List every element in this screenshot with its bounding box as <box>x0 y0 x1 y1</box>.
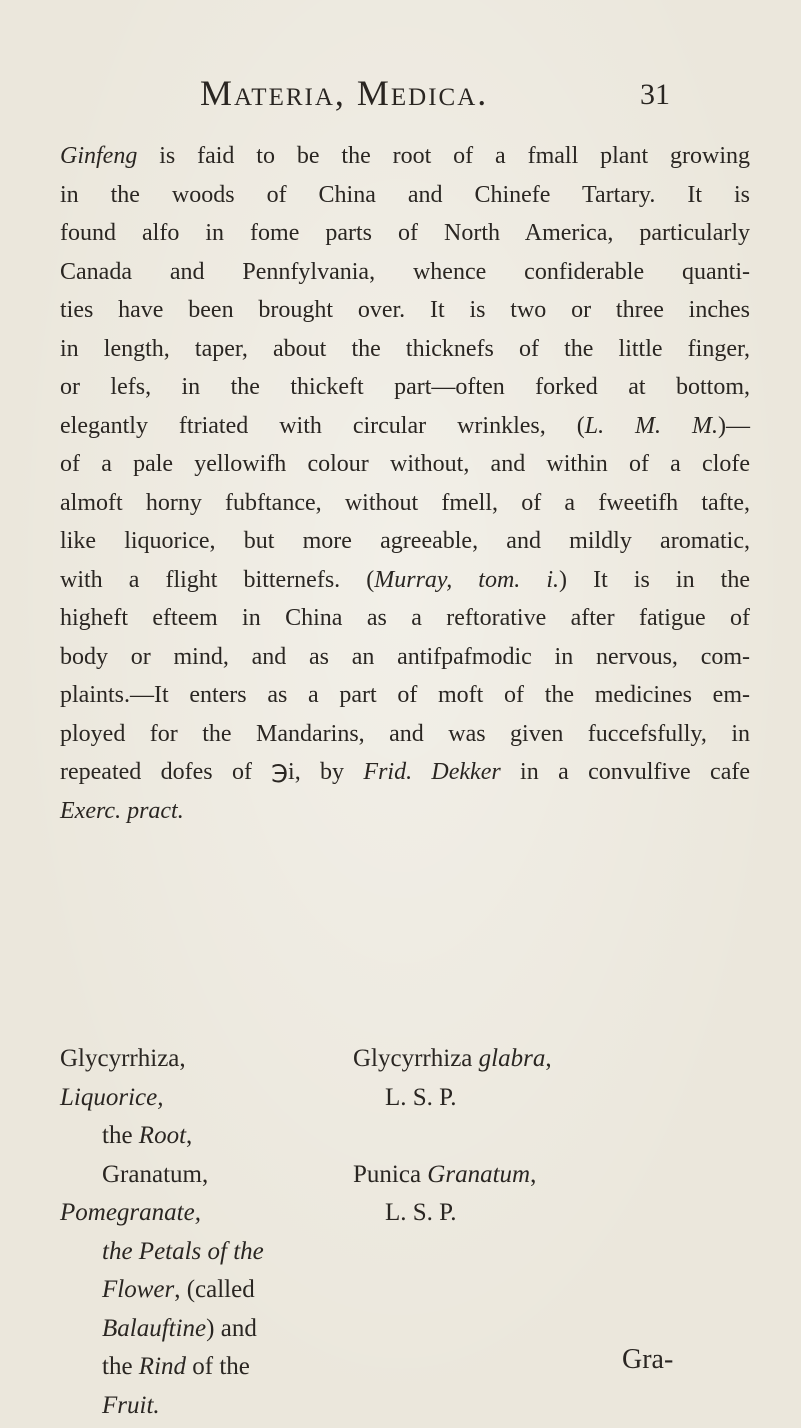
entry-row <box>60 1040 750 1079</box>
catchword: Gra- <box>622 1344 674 1375</box>
common-name-cell: Granatum, <box>102 1160 209 1188</box>
common-name-cell: the Petals of the <box>102 1237 264 1265</box>
text-line: Canada and Pennfylvania, whence confiderable quanti- <box>60 258 750 285</box>
common-name-cell: the Root, <box>102 1122 193 1149</box>
running-head-title: Materia, Medica. <box>200 73 489 113</box>
entry-row <box>60 1233 750 1272</box>
text-line: found alfo in fome parts of North America, particularly <box>60 220 750 246</box>
common-name-cell: Balauftine) and <box>102 1314 257 1342</box>
text-line: Ginfeng is faid to be the root of a fmall plant growing <box>60 143 750 169</box>
entry-row <box>60 1271 750 1310</box>
running-head <box>0 72 801 122</box>
entry-row <box>60 1117 750 1156</box>
text-line: body or mind, and as an antifpafmodic in nervous, com- <box>60 643 750 670</box>
drug-entry <box>60 1040 750 1156</box>
ginseng-paragraph <box>60 137 750 830</box>
text-line: with a flight bitternefs. (Murray, tom. i.) It is in the <box>60 566 750 593</box>
text-line: in the woods of China and Chinefe Tartary. It is <box>60 181 750 208</box>
common-name-cell: Fruit. <box>102 1391 160 1419</box>
linnaean-name-cell: Punica Granatum, <box>353 1160 537 1188</box>
page-number: 31 <box>640 78 670 111</box>
common-name-cell: Liquorice, <box>60 1083 164 1111</box>
entry-row <box>60 1387 750 1426</box>
common-name-cell: the Rind of the <box>102 1353 250 1380</box>
drug-entry <box>60 1156 750 1426</box>
text-line: ties have been brought over. It is two or three inches <box>60 297 750 323</box>
text-line: elegantly ftriated with circular wrinkles, (L. M. M.)— <box>60 412 750 439</box>
text-line: repeated dofes of ℈i, by Frid. Dekker in a convulfive cafe <box>60 759 750 785</box>
text-line: of a pale yellowifh colour without, and within of a clofe <box>60 451 750 477</box>
linnaean-name-cell: L. S. P. <box>385 1199 457 1226</box>
common-name-cell: Flower, (called <box>102 1276 255 1303</box>
text-line: higheft efteem in China as a reftorative after fatigue of <box>60 605 750 631</box>
common-name-cell: Glycyrrhiza, <box>60 1045 186 1072</box>
entry-row <box>60 1194 750 1233</box>
linnaean-name-cell: L. S. P. <box>385 1083 457 1111</box>
text-line: plaints.—It enters as a part of moft of the medicines em- <box>60 682 750 708</box>
text-line: ployed for the Mandarins, and was given fuccefsfully, in <box>60 720 750 747</box>
entry-row <box>60 1079 750 1118</box>
text-line: Exerc. pract. <box>60 797 184 824</box>
common-name-cell: Pomegranate, <box>60 1199 201 1226</box>
text-line: almoft horny fubftance, without fmell, of a fweetifh tafte, <box>60 489 750 516</box>
entry-row <box>60 1310 750 1349</box>
text-line: like liquorice, but more agreeable, and mildly aromatic, <box>60 528 750 554</box>
linnaean-name-cell: Glycyrrhiza glabra, <box>353 1045 552 1072</box>
text-line: or lefs, in the thickeft part—often forked at bottom, <box>60 374 750 400</box>
entry-row <box>60 1156 750 1195</box>
text-line: in length, taper, about the thicknefs of the little finger, <box>60 335 750 362</box>
